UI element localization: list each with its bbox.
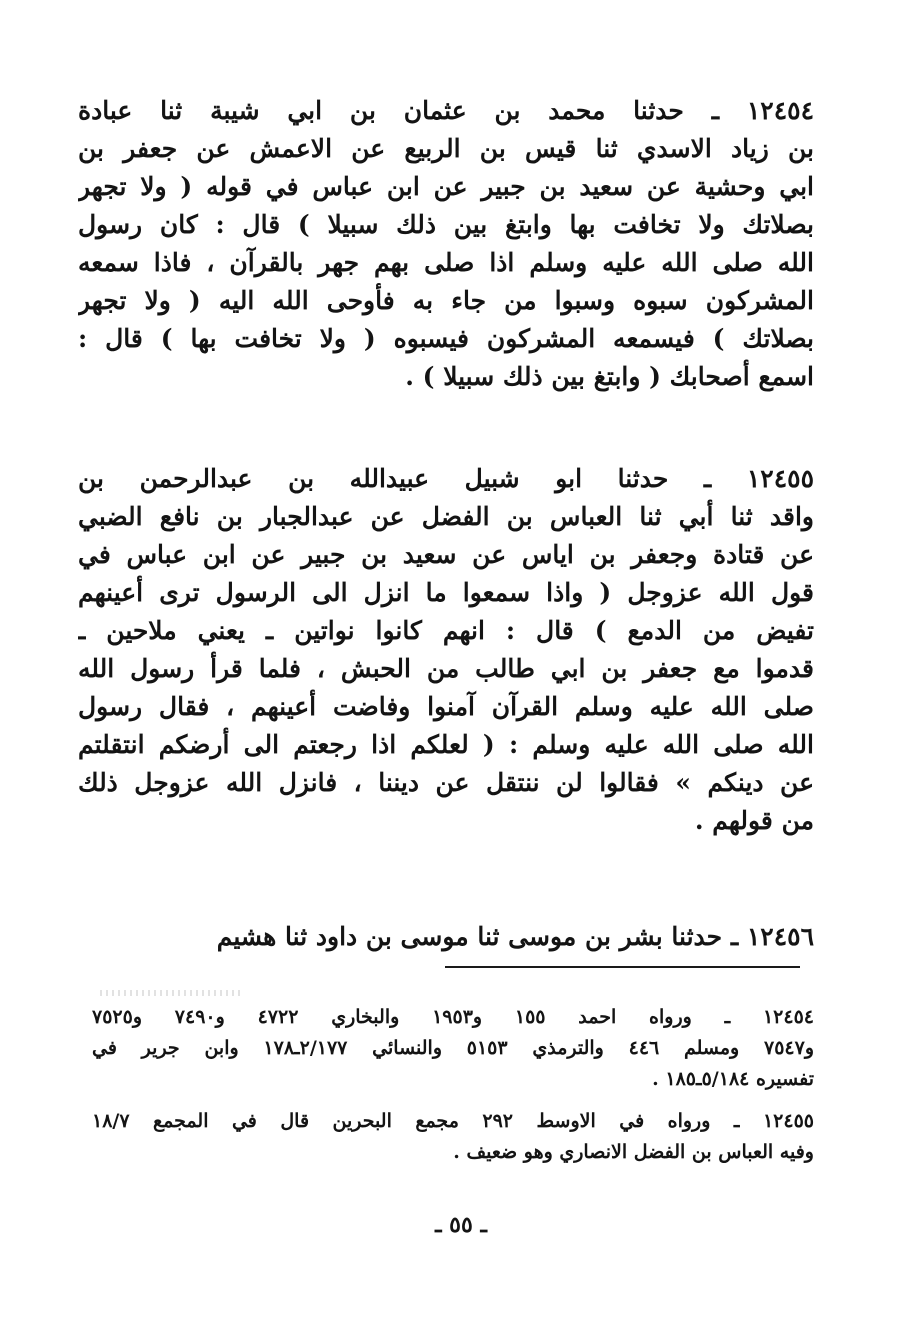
hadith-line: صلى الله عليه وسلم القرآن آمنوا وفاضت أعينهم ، فقال رسول (78, 692, 814, 721)
scan-noise (100, 990, 240, 996)
hadith-line: من قولهم . (694, 806, 814, 835)
footnote-line: تفسيره ٥/١٨٤ـ١٨٥ . (652, 1068, 814, 1090)
hadith-12456 (78, 918, 814, 956)
hadith-line: قول الله عزوجل ( واذا سمعوا ما انزل الى الرسول ترى أعينهم (78, 578, 814, 607)
hadith-line: ١٢٤٥٦ ـ حدثنا بشر بن موسى ثنا موسى بن داود ثنا هشيم (216, 922, 814, 951)
footnote-line: ١٢٤٥٥ ـ ورواه في الاوسط ٢٩٢ مجمع البحرين قال في المجمع ١٨/٧ (92, 1110, 814, 1132)
hadith-12454 (78, 92, 814, 396)
hadith-line: بصلاتك ) فيسمعه المشركون فيسبوه ( ولا تخافت بها ) قال : (78, 324, 814, 353)
hadith-line: ١٢٤٥٥ ـ حدثنا ابو شبيل عبيدالله بن عبدالرحمن بن (78, 464, 814, 493)
hadith-line: تفيض من الدمع ) قال : انهم كانوا نواتين ـ يعني ملاحين ـ (78, 616, 814, 645)
footnote-12454 (92, 1002, 814, 1095)
footnote-separator (445, 966, 800, 968)
hadith-line: واقد ثنا أبي ثنا العباس بن الفضل عن عبدالجبار بن نافع الضبي (78, 502, 814, 531)
hadith-line: بصلاتك ولا تخافت بها وابتغ بين ذلك سبيلا ) قال : كان رسول (78, 210, 814, 239)
hadith-line: ابي وحشية عن سعيد بن جبير عن ابن عباس في قوله ( ولا تجهر (78, 172, 814, 201)
hadith-line: عن قتادة وجعفر بن اياس عن سعيد بن جبير عن ابن عباس في (78, 540, 814, 569)
footnote-12455 (92, 1106, 814, 1168)
hadith-line: المشركون سبوه وسبوا من جاء به فأوحى الله اليه ( ولا تجهر (78, 286, 814, 315)
page-number: ـ ٥٥ ـ (435, 1212, 487, 1238)
hadith-line: الله صلى الله عليه وسلم اذا صلى بهم جهر بالقرآن ، فاذا سمعه (78, 248, 814, 277)
hadith-line: قدموا مع جعفر بن ابي طالب من الحبش ، فلما قرأ رسول الله (78, 654, 814, 683)
hadith-line: الله صلى الله عليه وسلم : ( لعلكم اذا رجعتم الى أرضكم انتقلتم (78, 730, 814, 759)
footnote-line: وفيه العباس بن الفضل الانصاري وهو ضعيف . (453, 1141, 814, 1163)
hadith-line: بن زياد الاسدي ثنا قيس بن الربيع عن الاعمش عن جعفر بن (78, 134, 814, 163)
footnote-line: و٧٥٤٧ ومسلم ٤٤٦ والترمذي ٥١٥٣ والنسائي ٢/١٧٧ـ١٧٨ وابن جرير في (92, 1037, 814, 1059)
footnote-line: ١٢٤٥٤ ـ ورواه احمد ١٥٥ و١٩٥٣ والبخاري ٤٧٢٢ و٧٤٩٠ و٧٥٢٥ (92, 1006, 814, 1028)
hadith-line: ١٢٤٥٤ ـ حدثنا محمد بن عثمان بن ابي شيبة ثنا عبادة (78, 96, 814, 125)
hadith-12455 (78, 460, 814, 840)
hadith-line: اسمع أصحابك ( وابتغ بين ذلك سبيلا ) . (405, 362, 814, 391)
hadith-line: عن دينكم » فقالوا لن ننتقل عن ديننا ، فانزل الله عزوجل ذلك (78, 768, 814, 797)
